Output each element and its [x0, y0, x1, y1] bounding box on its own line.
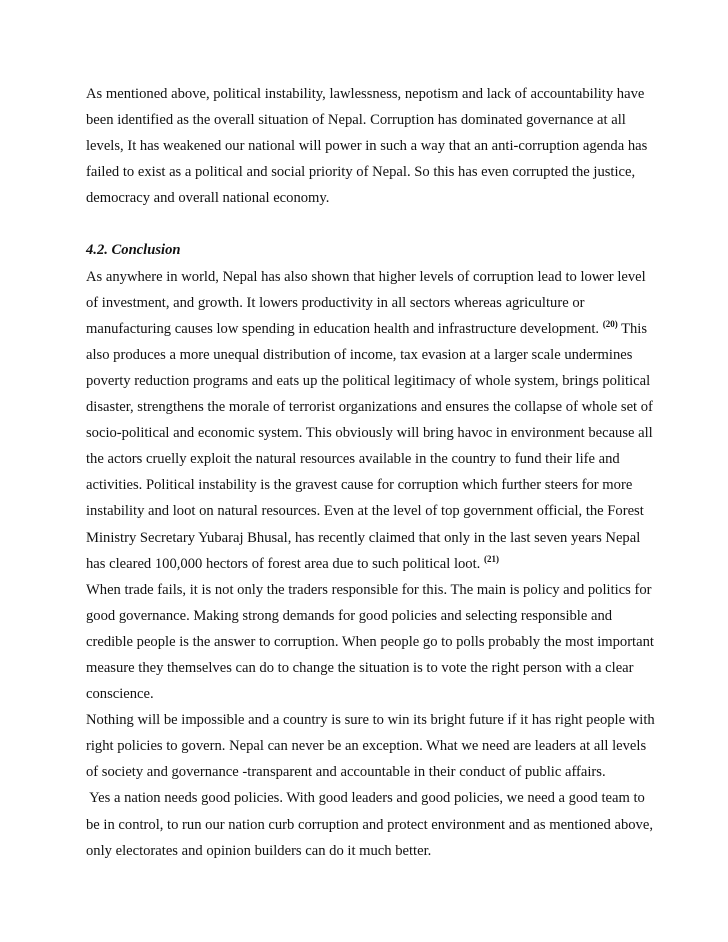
text-line: Nothing will be impossible and a country is sure to win its bright future if it has right people with	[86, 712, 655, 729]
text-line: levels, It has weakened our national will power in such a way that an anti-corruption agenda has	[86, 138, 648, 155]
text-line: As anywhere in world, Nepal has also shown that higher levels of corruption lead to lower level	[86, 268, 646, 285]
text-line: conscience.	[86, 686, 154, 703]
line-text: This	[617, 320, 648, 337]
text-line: instability and loot on natural resources. Even at the level of top government official, the Forest	[86, 503, 644, 520]
citation-20: (20)	[602, 318, 618, 329]
citation-21: (21)	[483, 553, 499, 564]
text-line-with-citation	[86, 551, 652, 577]
text-line: As mentioned above, political instability, lawlessness, nepotism and lack of accountability have	[86, 86, 645, 102]
text-line: of society and governance -transparent and accountable in their conduct of public affairs.	[86, 764, 606, 781]
text-line: the actors cruelly exploit the natural resources available in the country to fund their life and	[86, 451, 620, 468]
text-line-with-citation	[86, 316, 652, 342]
paragraph-gap	[86, 211, 652, 237]
text-line: right policies to govern. Nepal can never be an exception. What we need are leaders at all levels	[86, 738, 647, 755]
text-line: measure they themselves can do to change the situation is to vote the right person with a clear	[86, 659, 634, 676]
text-line: poverty reduction programs and eats up the political legitimacy of whole system, brings political	[86, 372, 651, 389]
document-page	[86, 81, 655, 864]
text-line: socio-political and economic system. This obviously will bring havoc in environment because all	[86, 425, 653, 442]
text-line: activities. Political instability is the gravest cause for corruption which further steers for more	[86, 477, 633, 494]
text-line: only electorates and opinion builders can do it much better.	[86, 842, 432, 859]
text-line: disaster, strengthens the morale of terrorist organizations and ensures the collapse of whole set of	[86, 399, 653, 416]
conclusion-paragraph	[86, 264, 652, 577]
text-line: Ministry Secretary Yubaraj Bhusal, has recently claimed that only in the last seven years Nepal	[86, 529, 641, 546]
section-heading: 4.2. Conclusion	[86, 242, 181, 259]
text-line: been identified as the overall situation of Nepal. Corruption has dominated governance at all	[86, 112, 626, 129]
final-paragraph	[86, 785, 652, 863]
text-line: failed to exist as a political and social priority of Nepal. So this has even corrupted the justice,	[86, 164, 636, 181]
text-line: credible people is the answer to corruption. When people go to polls probably the most important	[86, 633, 654, 650]
text-line: democracy and overall national economy.	[86, 190, 330, 207]
line-text: has cleared 100,000 hectors of forest area due to such political loot.	[86, 555, 484, 572]
text-line: Yes a nation needs good policies. With good leaders and good policies, we need a good team to	[86, 790, 645, 807]
text-line: of investment, and growth. It lowers productivity in all sectors whereas agriculture or	[86, 294, 585, 311]
text-line: also produces a more unequal distribution of income, tax evasion at a larger scale undermines	[86, 346, 633, 363]
trade-paragraph	[86, 577, 652, 707]
text-line: be in control, to run our nation curb corruption and protect environment and as mentioned above,	[86, 816, 653, 833]
nothing-paragraph	[86, 707, 655, 785]
intro-paragraph	[86, 81, 652, 211]
text-line: When trade fails, it is not only the traders responsible for this. The main is policy and politics for	[86, 581, 652, 598]
line-text: manufacturing causes low spending in education health and infrastructure development.	[86, 320, 603, 337]
text-line: good governance. Making strong demands for good policies and selecting responsible and	[86, 607, 613, 624]
